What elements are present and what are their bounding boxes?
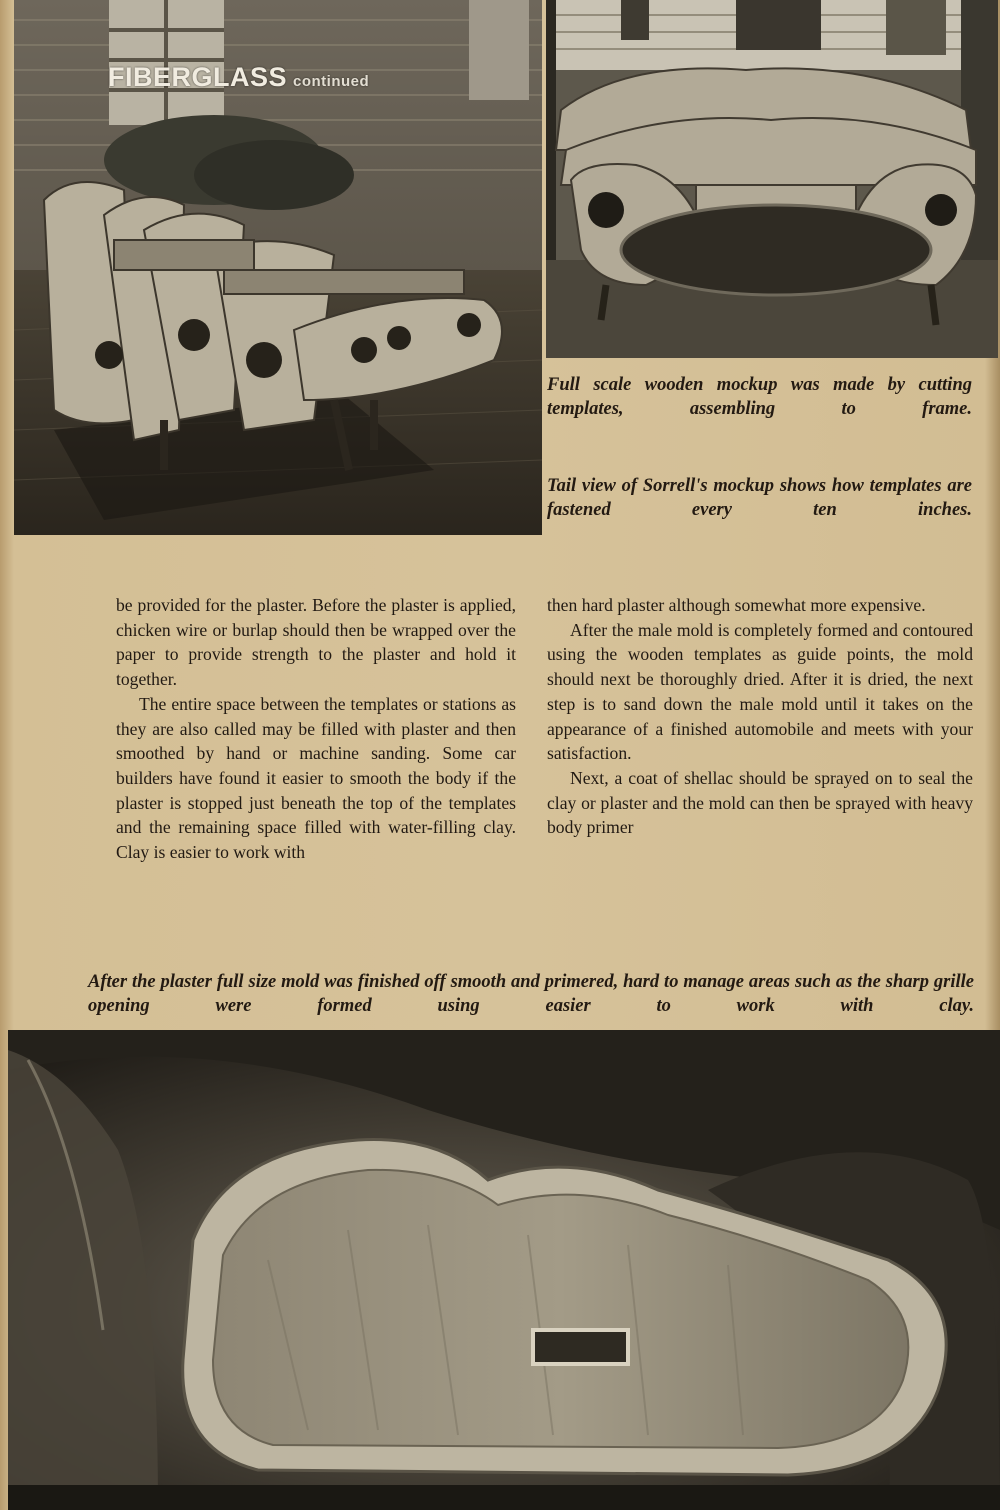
caption-full-scale-mockup: Full scale wooden mockup was made by cutting templates, assembling to frame. — [547, 375, 972, 419]
caption-plaster-mold: After the plaster full size mold was finished off smooth and primered, hard to manage areas such as the sharp grille opening were formed using easier to work with clay. — [88, 972, 974, 1016]
paragraph: be provided for the plaster. Before the plaster is applied, chicken wire or burlap should then be wrapped over the paper to provide strength to the plaster and hold it together. — [116, 595, 516, 690]
photo-mockup-tail-view — [546, 0, 998, 358]
article-column-left — [116, 593, 516, 865]
paragraph: After the male mold is completely formed and contoured using the wooden templates as guide points, the mold should next be thoroughly dried. After it is dried, the next step is to sand down the male mold until it takes on the appearance of a finished automobile and meets with your satisfaction. — [547, 619, 973, 764]
caption-tail-view: Tail view of Sorrell's mockup shows how templates are fastened every ten inches. — [547, 476, 972, 520]
section-title: FIBERGLASS — [108, 62, 288, 92]
section-continued: continued — [293, 73, 370, 90]
article-column-right — [547, 593, 973, 840]
paragraph: The entire space between the templates or stations as they are also called may be filled with plaster and then smoothed by hand or machine sanding. Some car builders have found it easier to smooth the body if the plaster is stopped just beneath the top of the templates and the remaining space filled with water-filling clay. Clay is easier to work with — [116, 693, 516, 863]
paragraph: then hard plaster although somewhat more expensive. — [547, 595, 926, 615]
section-label — [108, 62, 369, 93]
paragraph: Next, a coat of shellac should be sprayed on to seal the clay or plaster and the mold can then be sprayed with heavy body primer — [547, 767, 973, 838]
photo-grille-opening — [8, 1030, 1000, 1510]
